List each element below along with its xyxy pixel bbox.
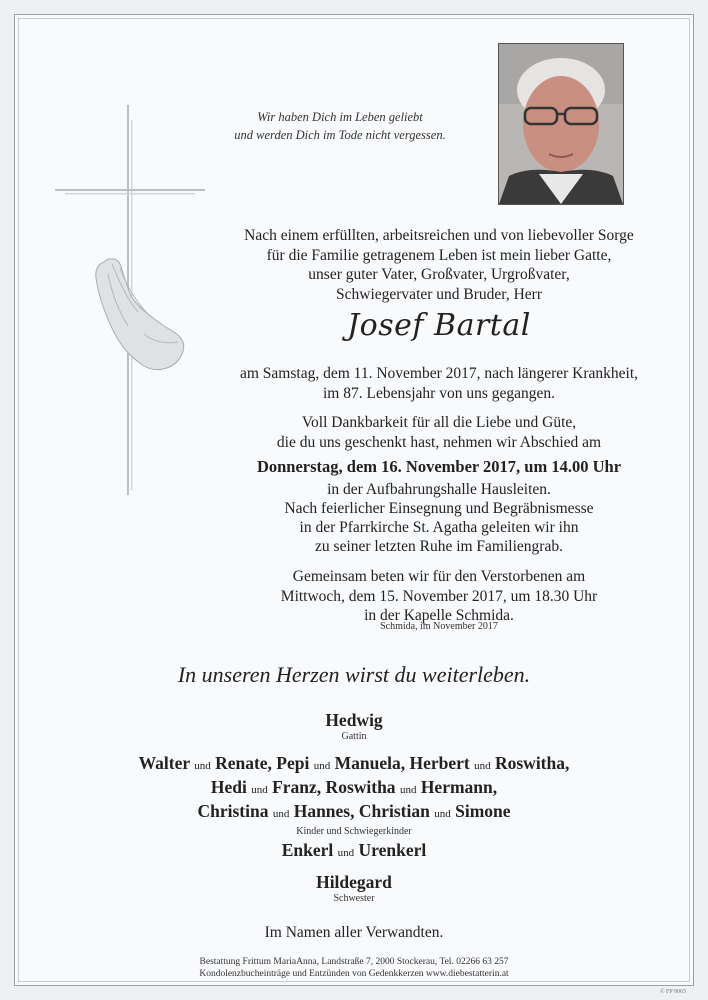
ceremony-line: Nach feierlicher Einsegnung und Begräbnismesse — [284, 500, 594, 517]
spouse-block — [54, 710, 654, 742]
child-name: Franz, Roswitha — [272, 777, 396, 797]
connector: und — [399, 784, 417, 796]
quote: In unseren Herzen wirst du weiterleben. — [177, 662, 531, 687]
child-name: Hermann, — [420, 777, 498, 797]
prayer-line: in der Kapelle Schmida. — [364, 607, 514, 624]
portrait-photo — [498, 43, 624, 205]
children-line — [54, 777, 654, 801]
children-line — [54, 753, 654, 777]
template-code: © FP 9065 — [659, 989, 686, 995]
intro-line: Schwiegervater und Bruder, Herr — [336, 285, 542, 303]
great-grandchildren-name: Urenkerl — [358, 840, 427, 860]
ceremony-text — [214, 480, 664, 556]
connector: und — [251, 784, 268, 796]
connector: und — [474, 760, 491, 772]
footer-line-2: Kondolenzbucheinträge und Entzünden von Gedenkkerzen www.diebestatterin.at — [199, 969, 509, 979]
place-date: Schmida, im November 2017 — [380, 621, 498, 632]
grandchildren-line — [54, 840, 654, 861]
connector: und — [194, 760, 211, 772]
intro-line: unser guter Vater, Großvater, Urgroßvater, — [308, 266, 570, 283]
ceremony-line: zu seiner letzten Ruhe im Familiengrab. — [315, 538, 563, 555]
funeral-date: Donnerstag, dem 16. November 2017, um 14.00 Uhr — [256, 457, 622, 476]
spouse-name: Hedwig — [325, 710, 383, 730]
sibling-name: Hildegard — [316, 872, 392, 892]
sibling-role: Schwester — [333, 893, 375, 904]
praying-hands-icon — [92, 254, 192, 379]
ceremony-line: in der Aufbahrungshalle Hausleiten. — [327, 481, 551, 498]
connector: und — [434, 808, 451, 820]
child-name: Roswitha, — [494, 753, 570, 773]
child-name: Renate, Pepi — [215, 753, 310, 773]
thanks-text — [214, 413, 664, 452]
children-role: Kinder und Schwiegerkinder — [296, 826, 412, 837]
prayer-line: Mittwoch, dem 15. November 2017, um 18.30 Uhr — [280, 587, 598, 605]
motto-line-1: Wir haben Dich im Leben geliebt — [257, 110, 423, 124]
spouse-role: Gattin — [341, 731, 367, 742]
thanks-line: die du uns geschenkt hast, nehmen wir Abschied am — [276, 433, 602, 451]
child-name: Hannes, Christian — [293, 801, 430, 821]
prayer-text — [214, 567, 664, 626]
grandchildren-name: Enkerl — [281, 840, 334, 860]
ceremony-line: in der Pfarrkirche St. Agatha geleiten wir ihn — [299, 519, 579, 536]
relatives-text: Im Namen aller Verwandten. — [264, 924, 444, 941]
footer-line-1: Bestattung Frittum MariaAnna, Landstraße 7, 2000 Stockerau, Tel. 02266 63 257 — [199, 957, 509, 967]
children-block — [54, 753, 654, 839]
intro-line: Nach einem erfüllten, arbeitsreichen und von liebevoller Sorge — [244, 227, 634, 244]
child-name: Manuela, Herbert — [334, 753, 470, 773]
child-name: Christina — [197, 801, 269, 821]
footer — [54, 956, 654, 980]
children-line — [54, 801, 654, 825]
connector: und — [272, 808, 290, 820]
connector: und — [313, 760, 331, 772]
intro-line: für die Familie getragenem Leben ist mein lieber Gatte, — [266, 246, 612, 264]
child-name: Hedi — [210, 777, 247, 797]
death-text — [214, 364, 664, 403]
grandchildren-block — [54, 840, 654, 861]
motto — [200, 108, 480, 144]
death-line: im 87. Lebensjahr von uns gegangen. — [322, 384, 555, 402]
child-name: Simone — [455, 801, 511, 821]
deceased-name: Josef Bartal — [347, 308, 531, 343]
intro-text — [214, 226, 664, 304]
connector: und — [337, 847, 355, 859]
sibling-block — [54, 872, 654, 904]
prayer-line: Gemeinsam beten wir für den Verstorbenen am — [292, 568, 586, 585]
death-line: am Samstag, dem 11. November 2017, nach längerer Krankheit, — [240, 365, 638, 382]
motto-line-2: und werden Dich im Tode nicht vergessen. — [234, 128, 446, 142]
child-name: Walter — [138, 753, 190, 773]
thanks-line: Voll Dankbarkeit für all die Liebe und Güte, — [301, 414, 577, 431]
